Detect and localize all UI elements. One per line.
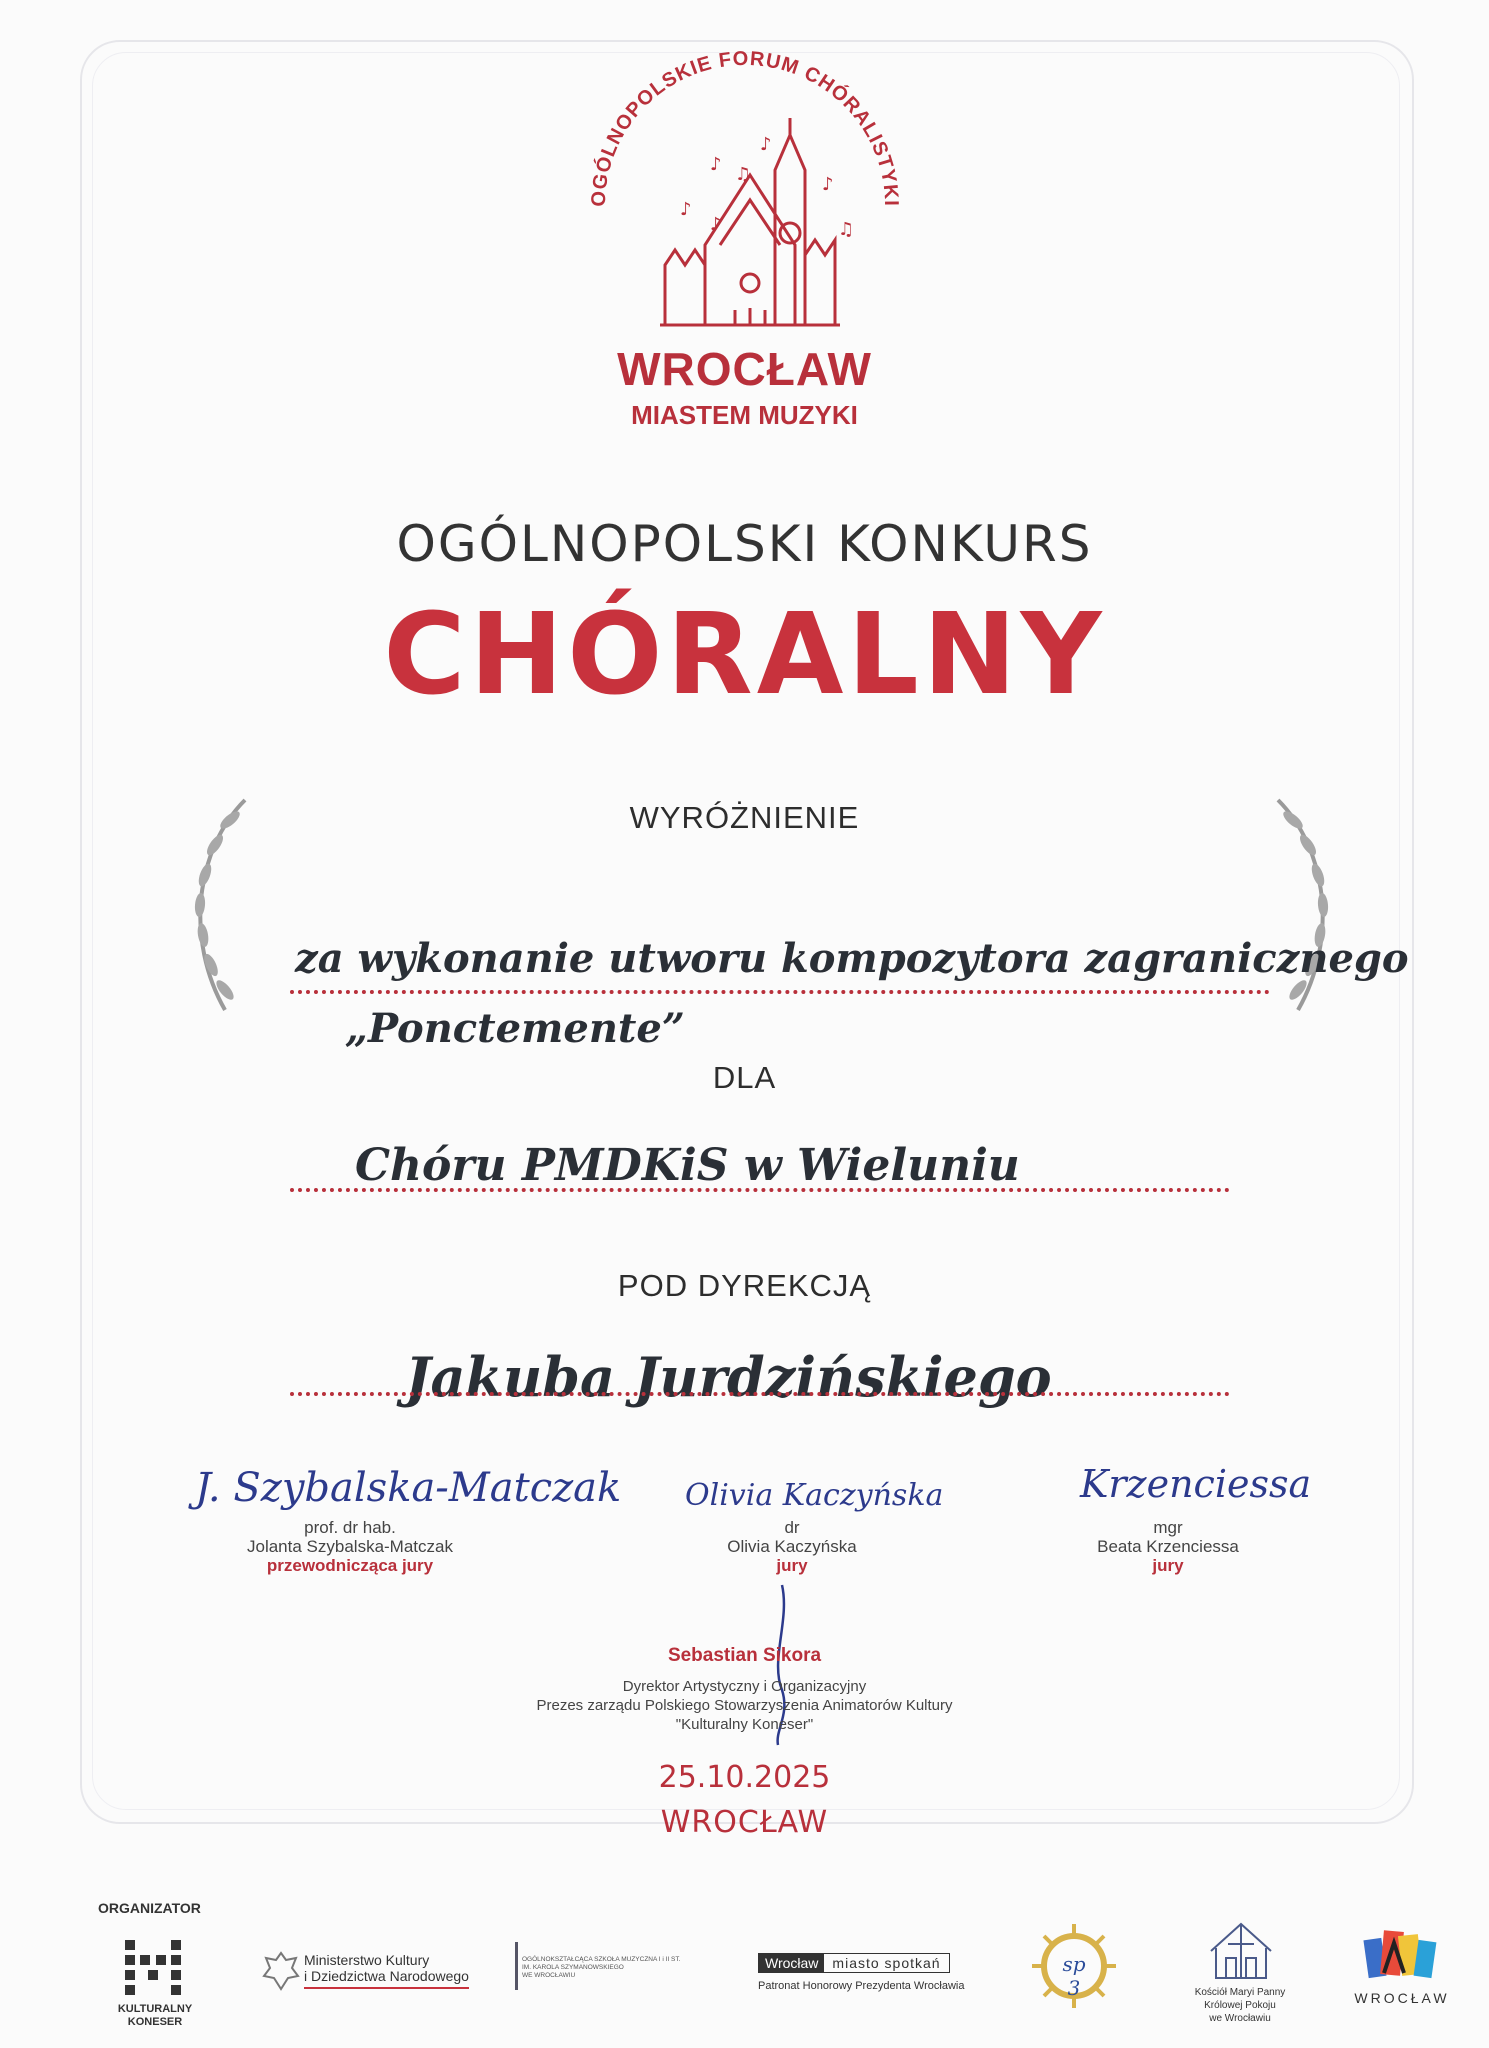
director-line3: "Kulturalny Koneser" [675, 1716, 814, 1733]
svg-text:♪: ♪ [822, 174, 834, 195]
jury-signature-1: J. Szybalska-Matczak [195, 1465, 622, 1511]
director-line2: Prezes zarządu Polskiego Stowarzyszenia Animatorów Kultury [536, 1697, 953, 1714]
competition-title: OGÓLNOPOLSKI KONKURS [396, 515, 1093, 573]
jury-title: prof. dr hab. [304, 1518, 396, 1537]
wroclaw-meet-b: miasto spotkań [832, 1955, 941, 1971]
school-line2: IM. KAROLA SZYMANOWSKIEGO [522, 1964, 624, 1971]
wroclaw-meetings-logo [758, 1953, 950, 1973]
jury-signature-2: Olivia Kaczyńska [685, 1478, 944, 1513]
svg-text:♪: ♪ [760, 134, 772, 155]
school-line3: WE WROCŁAWIU [522, 1972, 576, 1979]
church-logo-icon [1206, 1916, 1276, 1984]
jury-member-3 [1008, 1518, 1328, 1575]
award-work-handwritten: „Ponctemente” [345, 1005, 685, 1052]
church-text [1180, 1986, 1300, 2025]
sp3-label: sp 3 [1062, 1952, 1086, 2000]
church-line1: Kościół Maryi Panny [1194, 1987, 1286, 1998]
jury-member-2 [632, 1518, 952, 1575]
wroclaw-logo-text: WROCŁAW [1354, 1990, 1450, 2006]
patronage-text: Patronat Honorowy Prezydenta Wrocławia [758, 1980, 965, 1992]
wroclaw-city-logo-icon [1362, 1925, 1442, 1985]
wroclaw-meet-a: Wrocław [759, 1954, 824, 1972]
svg-text:♪: ♪ [710, 154, 722, 175]
competition-title-main: CHÓRALNY [383, 590, 1106, 720]
dotted-line-1 [290, 990, 1270, 994]
svg-text:♪: ♪ [710, 214, 722, 235]
town-hall-emblem [560, 40, 930, 350]
award-place: WROCŁAW [660, 1805, 829, 1840]
ministry-line1: Ministerstwo Kultury [304, 1952, 430, 1968]
school-logo [522, 1956, 680, 1980]
church-line3: we Wrocławiu [1209, 2013, 1271, 2024]
jury-title: dr [784, 1518, 800, 1537]
school-line1: OGÓLNOKSZTAŁCĄCA SZKOŁA MUZYCZNA I i II ST. [522, 1956, 681, 1963]
jury-name: Beata Krzenciessa [1097, 1537, 1239, 1556]
director-line1: Dyrektor Artystyczny i Organizacyjny [622, 1678, 867, 1695]
jury-name: Jolanta Szybalska-Matczak [247, 1537, 453, 1556]
jury-role: przewodnicząca jury [266, 1556, 434, 1575]
city-subtitle: MIASTEM MUZYKI [631, 400, 858, 430]
svg-text:♫: ♫ [735, 164, 752, 185]
jury-signature-3: Krzenciessa [1080, 1462, 1312, 1506]
award-reason-handwritten: za wykonanie utworu kompozytora zagranicznego [295, 935, 1409, 982]
koneser-logo-icon [125, 1940, 181, 1996]
jury-role: jury [1152, 1556, 1184, 1575]
jury-name: Olivia Kaczyńska [727, 1537, 857, 1556]
arc-title: OGÓLNOPOLSKIE FORUM CHÓRALISTYKI [587, 47, 903, 208]
city-title: WROCŁAW [617, 343, 872, 395]
svg-text:♪: ♪ [680, 199, 692, 220]
direction-label: POD DYREKCJĄ [617, 1268, 872, 1303]
director-name: Sebastian Sikora [667, 1645, 822, 1666]
ministry-logo [304, 1952, 469, 1989]
award-label: WYRÓŻNIENIE [629, 800, 860, 835]
church-line2: Królowej Pokoju [1204, 2000, 1276, 2011]
dotted-line-2 [290, 1188, 1230, 1192]
school-logo-bar [515, 1942, 518, 1990]
for-label: DLA [712, 1060, 777, 1095]
jury-title: mgr [1153, 1518, 1183, 1537]
organizer-label: ORGANIZATOR [98, 1900, 201, 1916]
eagle-emblem-icon [262, 1950, 300, 1992]
jury-role: jury [776, 1556, 808, 1575]
conductor-handwritten: Jakuba Jurdzińskiego [405, 1345, 1052, 1409]
jury-member-1 [190, 1518, 510, 1575]
award-date: 25.10.2025 [658, 1760, 831, 1795]
koneser-label: KULTURALNY KONESER [117, 2003, 193, 2028]
dotted-line-3 [290, 1392, 1230, 1396]
ministry-line2: i Dziedzictwa Narodowego [304, 1968, 469, 1984]
svg-text:♫: ♫ [838, 219, 855, 240]
recipient-handwritten: Chóru PMDKiS w Wieluniu [355, 1140, 1020, 1191]
